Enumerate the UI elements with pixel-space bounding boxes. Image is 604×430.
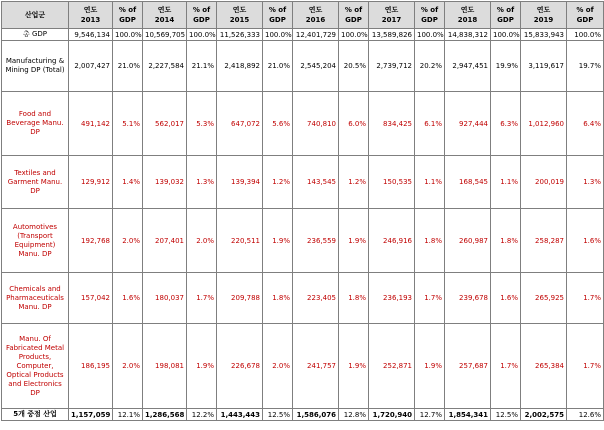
row-food-beverage [2, 92, 604, 156]
pct-cell: 21.0% [263, 41, 293, 92]
value-cell: 2,545,204 [293, 41, 339, 92]
pct-cell: 1.9% [187, 324, 217, 409]
value-cell: 186,195 [69, 324, 113, 409]
value-cell: 139,032 [143, 156, 187, 209]
pct-cell: 19.7% [567, 41, 604, 92]
pct-cell: 100.0% [491, 29, 521, 41]
pct-cell: 1.9% [415, 324, 445, 409]
pct-cell: 2.0% [113, 209, 143, 273]
row-five-key-industries-total [2, 409, 604, 421]
pct-cell: 1.1% [491, 156, 521, 209]
pct-cell: 5.1% [113, 92, 143, 156]
header-industry: 산업군 [2, 2, 69, 29]
header-year-2018 [445, 2, 491, 29]
value-cell: 13,589,826 [369, 29, 415, 41]
row-manufacturing-mining [2, 41, 604, 92]
header-year-2015 [217, 2, 263, 29]
row-fabricated-metal-electronics [2, 324, 604, 409]
row-label: Manufacturing & Mining DP (Total) [2, 41, 69, 92]
row-textiles-garment [2, 156, 604, 209]
pct-cell: 100.0% [567, 29, 604, 41]
pct-cell: 1.4% [113, 156, 143, 209]
header-year-value: 2013 [80, 16, 101, 24]
value-cell: 143,545 [293, 156, 339, 209]
header-year-2017 [369, 2, 415, 29]
value-cell: 927,444 [445, 92, 491, 156]
value-cell: 207,401 [143, 209, 187, 273]
value-cell: 260,987 [445, 209, 491, 273]
pct-cell: 12.7% [415, 409, 445, 421]
value-cell: 1,286,568 [143, 409, 187, 421]
pct-cell: 1.6% [113, 273, 143, 324]
value-cell: 10,569,705 [143, 29, 187, 41]
pct-cell: 2.0% [263, 324, 293, 409]
header-year-label: 연도 [157, 6, 172, 14]
pct-cell: 1.6% [491, 273, 521, 324]
value-cell: 246,916 [369, 209, 415, 273]
value-cell: 14,838,312 [445, 29, 491, 41]
pct-cell: 1.8% [263, 273, 293, 324]
pct-cell: 100.0% [113, 29, 143, 41]
header-pct-gdp: % of GDP [415, 2, 445, 29]
pct-cell: 6.0% [339, 92, 369, 156]
pct-cell: 1.7% [415, 273, 445, 324]
gdp-industry-table [1, 1, 604, 421]
value-cell: 1,157,059 [69, 409, 113, 421]
value-cell: 2,227,584 [143, 41, 187, 92]
value-cell: 236,559 [293, 209, 339, 273]
value-cell: 239,678 [445, 273, 491, 324]
row-total-gdp [2, 29, 604, 41]
pct-cell: 5.3% [187, 92, 217, 156]
table-header-row [2, 2, 604, 29]
pct-cell: 1.3% [567, 156, 604, 209]
value-cell: 157,042 [69, 273, 113, 324]
pct-cell: 1.8% [339, 273, 369, 324]
pct-cell: 6.3% [491, 92, 521, 156]
value-cell: 220,511 [217, 209, 263, 273]
value-cell: 1,854,341 [445, 409, 491, 421]
row-label: Automotives (Transport Equipment) Manu. DP [2, 209, 69, 273]
header-pct-gdp: % of GDP [491, 2, 521, 29]
value-cell: 647,072 [217, 92, 263, 156]
pct-cell: 1.8% [415, 209, 445, 273]
header-pct-gdp: % of GDP [263, 2, 293, 29]
header-pct-gdp: % of GDP [187, 2, 217, 29]
value-cell: 1,720,940 [369, 409, 415, 421]
header-pct-gdp: % of GDP [567, 2, 604, 29]
value-cell: 11,526,333 [217, 29, 263, 41]
value-cell: 2,739,712 [369, 41, 415, 92]
header-year-value: 2017 [381, 16, 402, 24]
header-year-label: 연도 [384, 6, 399, 14]
value-cell: 2,947,451 [445, 41, 491, 92]
value-cell: 226,678 [217, 324, 263, 409]
pct-cell: 12.5% [263, 409, 293, 421]
pct-cell: 100.0% [187, 29, 217, 41]
value-cell: 129,912 [69, 156, 113, 209]
pct-cell: 1.7% [567, 273, 604, 324]
value-cell: 192,768 [69, 209, 113, 273]
pct-cell: 100.0% [339, 29, 369, 41]
header-year-value: 2019 [533, 16, 554, 24]
pct-cell: 1.8% [491, 209, 521, 273]
pct-cell: 12.1% [113, 409, 143, 421]
header-year-value: 2015 [229, 16, 250, 24]
row-label: 5개 중점 산업 [2, 409, 69, 421]
pct-cell: 1.2% [339, 156, 369, 209]
pct-cell: 1.9% [339, 324, 369, 409]
pct-cell: 6.4% [567, 92, 604, 156]
value-cell: 2,007,427 [69, 41, 113, 92]
value-cell: 265,925 [521, 273, 567, 324]
value-cell: 1,586,076 [293, 409, 339, 421]
value-cell: 3,119,617 [521, 41, 567, 92]
value-cell: 223,405 [293, 273, 339, 324]
row-label: 총 GDP [2, 29, 69, 41]
value-cell: 209,788 [217, 273, 263, 324]
value-cell: 200,019 [521, 156, 567, 209]
pct-cell: 21.1% [187, 41, 217, 92]
pct-cell: 12.5% [491, 409, 521, 421]
pct-cell: 1.7% [187, 273, 217, 324]
row-label: Food and Beverage Manu. DP [2, 92, 69, 156]
pct-cell: 20.5% [339, 41, 369, 92]
pct-cell: 21.0% [113, 41, 143, 92]
value-cell: 1,012,960 [521, 92, 567, 156]
pct-cell: 6.1% [415, 92, 445, 156]
header-year-value: 2014 [154, 16, 175, 24]
pct-cell: 1.1% [415, 156, 445, 209]
pct-cell: 1.2% [263, 156, 293, 209]
header-year-2013 [69, 2, 113, 29]
value-cell: 562,017 [143, 92, 187, 156]
header-year-value: 2016 [305, 16, 326, 24]
value-cell: 198,081 [143, 324, 187, 409]
value-cell: 252,871 [369, 324, 415, 409]
header-year-label: 연도 [536, 6, 551, 14]
value-cell: 236,193 [369, 273, 415, 324]
pct-cell: 19.9% [491, 41, 521, 92]
pct-cell: 20.2% [415, 41, 445, 92]
header-pct-gdp: % of GDP [113, 2, 143, 29]
value-cell: 265,384 [521, 324, 567, 409]
pct-cell: 1.9% [339, 209, 369, 273]
pct-cell: 1.7% [491, 324, 521, 409]
header-year-value: 2018 [457, 16, 478, 24]
row-chemicals-pharmaceuticals [2, 273, 604, 324]
value-cell: 139,394 [217, 156, 263, 209]
pct-cell: 100.0% [415, 29, 445, 41]
pct-cell: 12.8% [339, 409, 369, 421]
header-year-label: 연도 [232, 6, 247, 14]
pct-cell: 12.6% [567, 409, 604, 421]
value-cell: 168,545 [445, 156, 491, 209]
value-cell: 15,833,943 [521, 29, 567, 41]
value-cell: 258,287 [521, 209, 567, 273]
row-label: Chemicals and Pharmaceuticals Manu. DP [2, 273, 69, 324]
pct-cell: 1.3% [187, 156, 217, 209]
value-cell: 740,810 [293, 92, 339, 156]
pct-cell: 1.7% [567, 324, 604, 409]
pct-cell: 12.2% [187, 409, 217, 421]
header-year-2014 [143, 2, 187, 29]
value-cell: 834,425 [369, 92, 415, 156]
row-automotives [2, 209, 604, 273]
value-cell: 1,443,443 [217, 409, 263, 421]
pct-cell: 2.0% [187, 209, 217, 273]
header-year-label: 연도 [460, 6, 475, 14]
header-year-2016 [293, 2, 339, 29]
value-cell: 491,142 [69, 92, 113, 156]
row-label: Textiles and Garment Manu. DP [2, 156, 69, 209]
header-year-label: 연도 [83, 6, 98, 14]
header-year-2019 [521, 2, 567, 29]
pct-cell: 5.6% [263, 92, 293, 156]
value-cell: 150,535 [369, 156, 415, 209]
value-cell: 180,037 [143, 273, 187, 324]
pct-cell: 100.0% [263, 29, 293, 41]
value-cell: 257,687 [445, 324, 491, 409]
header-year-label: 연도 [308, 6, 323, 14]
pct-cell: 1.9% [263, 209, 293, 273]
value-cell: 241,757 [293, 324, 339, 409]
row-label: Manu. Of Fabricated Metal Products, Computer, Optical Products and Electronics DP [2, 324, 69, 409]
pct-cell: 1.6% [567, 209, 604, 273]
value-cell: 2,418,892 [217, 41, 263, 92]
value-cell: 9,546,134 [69, 29, 113, 41]
value-cell: 2,002,575 [521, 409, 567, 421]
header-pct-gdp: % of GDP [339, 2, 369, 29]
pct-cell: 2.0% [113, 324, 143, 409]
value-cell: 12,401,729 [293, 29, 339, 41]
